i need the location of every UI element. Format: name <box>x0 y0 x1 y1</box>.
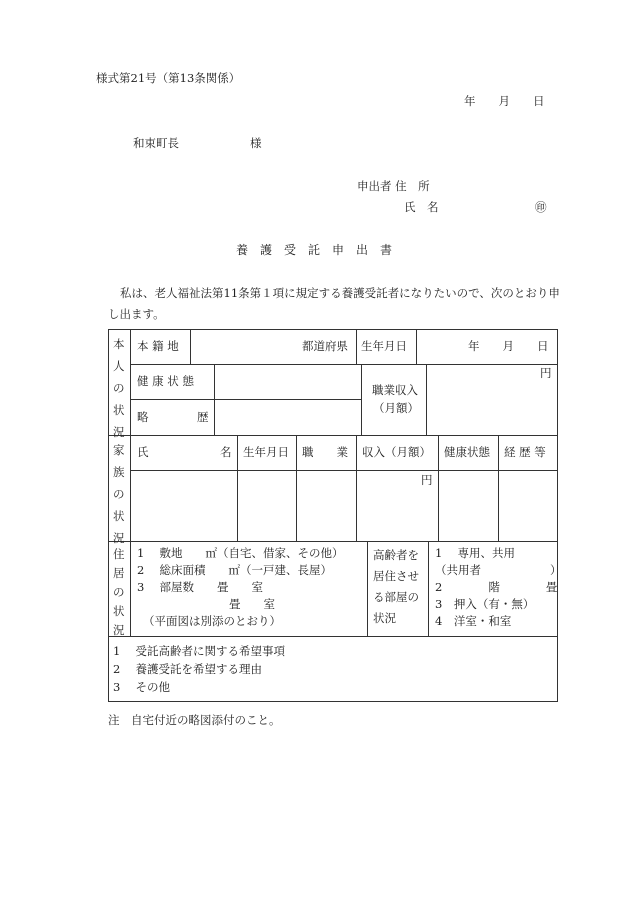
history-label-b: 歴 <box>197 410 209 424</box>
honorific: 様 <box>250 136 262 150</box>
prefecture-label: 都道府県 <box>302 339 348 353</box>
grid-line <box>416 329 417 364</box>
table-border <box>108 329 558 330</box>
family-income-header: 収入（月額） <box>362 445 431 459</box>
residence-section-label: 住 居 の 状 況 <box>113 547 125 637</box>
grid-line <box>130 399 361 400</box>
section-divider <box>108 435 558 436</box>
footnote: 注 自宅付近の略図添付のこと。 <box>108 713 281 727</box>
grid-line <box>428 541 429 636</box>
document-title: 養 護 受 託 申 出 書 <box>236 243 393 257</box>
grid-line <box>237 435 238 541</box>
family-name-header-b: 名 <box>220 445 232 459</box>
family-income-yen-unit: 円 <box>421 473 433 487</box>
request-line: 1 受託高齢者に関する希望事項 <box>113 644 285 658</box>
seal-mark: ㊞ <box>535 200 547 214</box>
job-income-label: 職業収入 <box>372 383 418 397</box>
room-line: 1 専用、共用 <box>435 546 515 560</box>
grid-line <box>498 435 499 541</box>
grid-line <box>296 435 297 541</box>
room-line: 2 階 畳 <box>435 580 558 594</box>
addressee: 和束町長 <box>133 136 179 150</box>
family-birth-header: 生年月日 <box>243 445 289 459</box>
residence-line: （平面図は別添のとおり） <box>143 614 281 628</box>
table-border <box>108 329 109 702</box>
applicant-address-label: 申出者 住 所 <box>357 179 430 193</box>
room-line: 4 洋室・和室 <box>435 614 512 628</box>
grid-line <box>426 364 427 435</box>
family-name-header-a: 氏 <box>137 445 149 459</box>
grid-line <box>214 364 215 435</box>
form-number: 様式第21号（第13条関係） <box>96 71 241 85</box>
residence-details <box>137 545 343 630</box>
table-border <box>108 701 558 702</box>
grid-line <box>438 435 439 541</box>
birth-date-label: 生年月日 <box>361 339 407 353</box>
grid-line <box>367 541 368 636</box>
grid-line <box>356 435 357 541</box>
grid-line <box>190 329 191 364</box>
yen-unit: 円 <box>540 366 552 380</box>
honseki-label: 本 籍 地 <box>137 339 179 353</box>
room-line: 3 押入（有・無） <box>435 597 535 611</box>
intro-line-1: 私は、老人福祉法第11条第１項に規定する養護受託者になりたいので、次のとおり申 <box>120 286 560 300</box>
table-border <box>557 329 558 702</box>
family-job-header: 職 業 <box>302 445 348 459</box>
grid-line <box>130 470 557 471</box>
other-requests <box>113 642 285 696</box>
family-health-header: 健康状態 <box>444 445 490 459</box>
birth-date-value: 年 月 日 <box>468 339 549 353</box>
label-column-line <box>130 329 131 636</box>
history-label-a: 略 <box>137 410 149 424</box>
applicant-name-label: 氏 名 <box>404 200 439 214</box>
residence-line: 2 総床面積 ㎡（一戸建、長屋） <box>137 563 332 577</box>
elder-room-details <box>435 545 562 630</box>
section-divider <box>108 541 558 542</box>
grid-line <box>361 364 362 435</box>
grid-line <box>356 329 357 364</box>
job-income-monthly-label: （月額） <box>373 401 419 415</box>
intro-line-2: し出ます。 <box>108 307 165 321</box>
grid-line <box>130 364 557 365</box>
residence-line: 1 敷地 ㎡（自宅、借家、その他） <box>137 546 344 560</box>
request-line: 2 養護受託を希望する理由 <box>113 662 262 676</box>
elder-room-label: 高齢者を 居住させ る部屋の 状況 <box>373 548 419 625</box>
family-section-label: 家 族 の 状 況 <box>113 443 125 545</box>
submission-date: 年 月 日 <box>464 94 545 108</box>
residence-line: 3 部屋数 畳 室 <box>137 580 263 594</box>
request-line: 3 その他 <box>113 680 170 694</box>
section-divider <box>108 636 558 637</box>
room-line: （共用者 ） <box>435 563 562 577</box>
residence-line: 畳 室 <box>137 597 275 611</box>
family-history-header: 経 歴 等 <box>504 445 546 459</box>
person-section-label: 本 人 の 状 況 <box>113 337 125 439</box>
health-label: 健 康 状 態 <box>137 374 194 388</box>
